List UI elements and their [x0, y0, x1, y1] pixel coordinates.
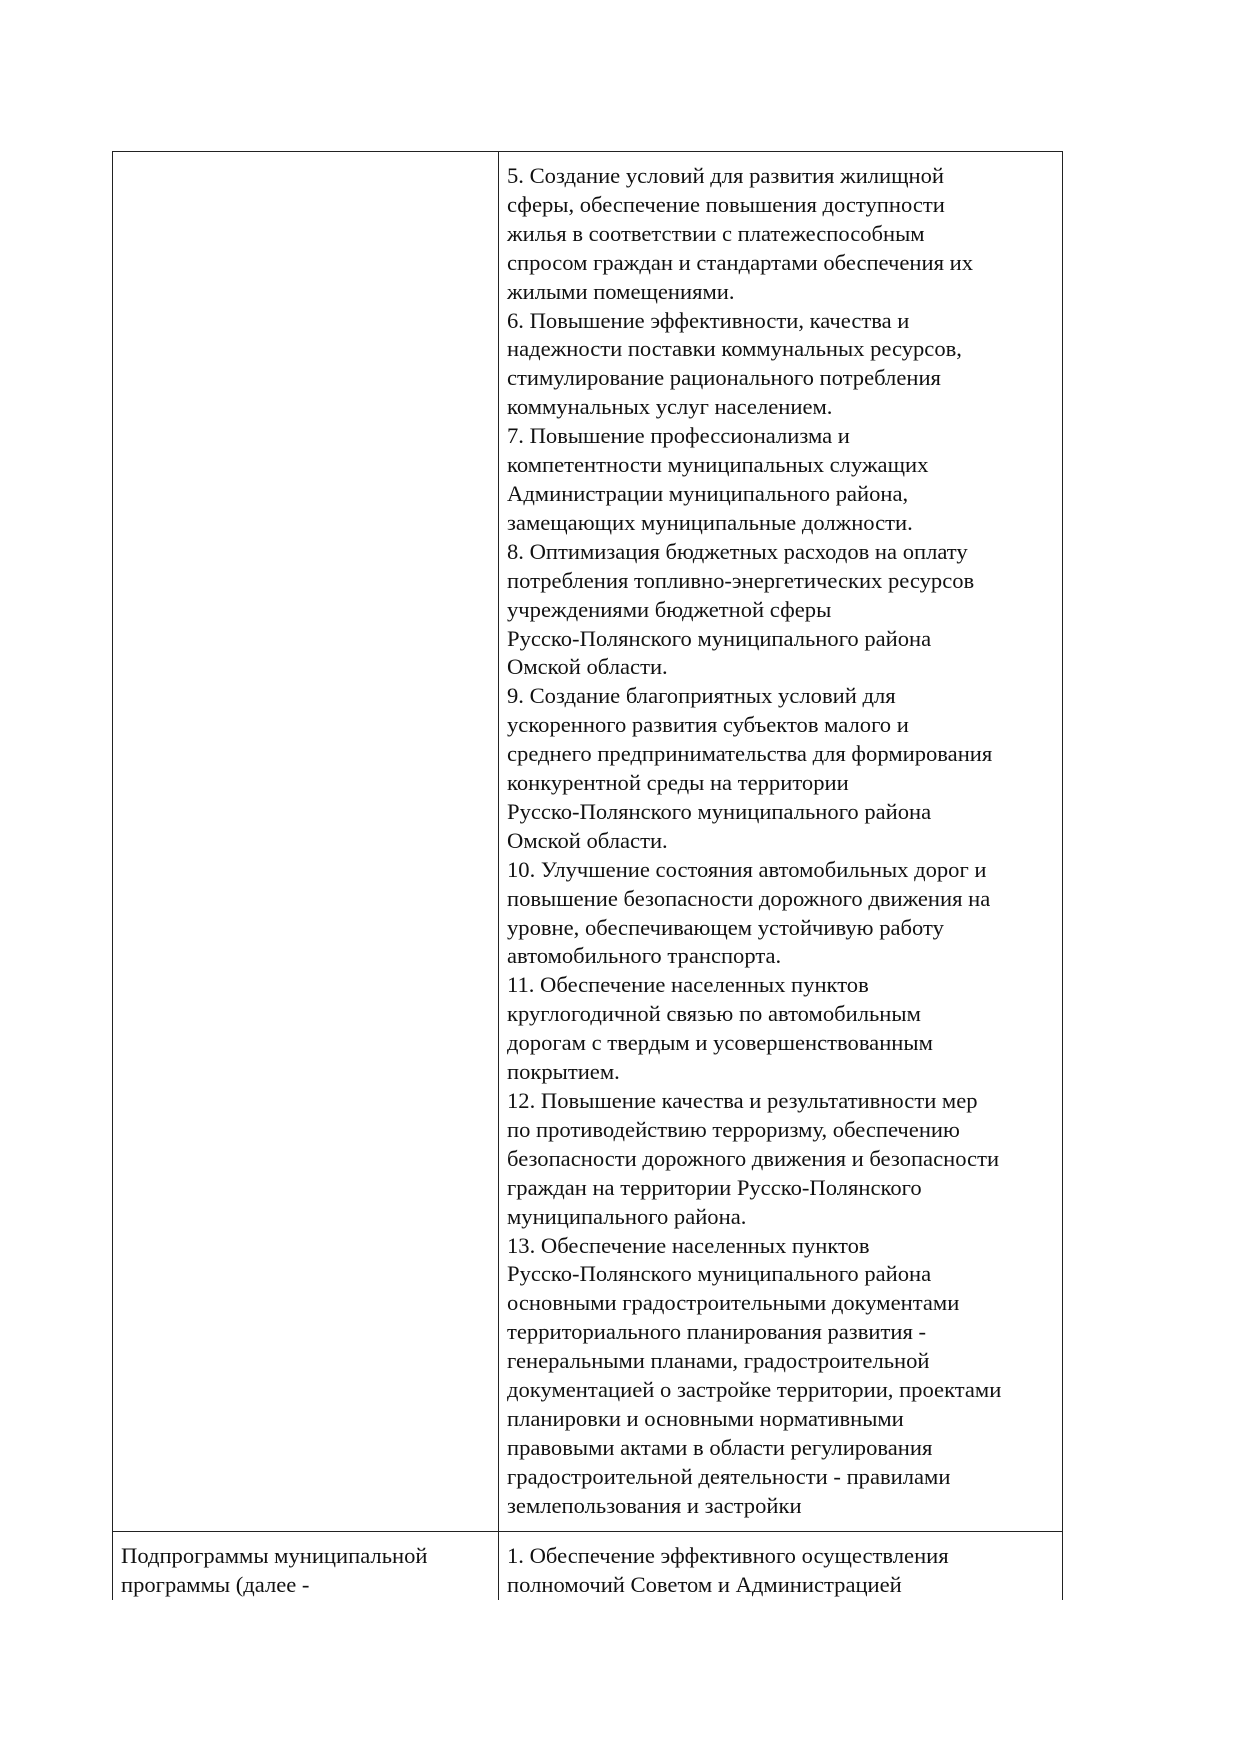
text-line: коммунальных услуг населением.: [507, 394, 833, 420]
text-line: 11. Обеспечение населенных пунктов: [507, 972, 869, 998]
text-line: учреждениями бюджетной сферы: [507, 596, 832, 622]
text-line: ускоренного развития субъектов малого и: [507, 712, 909, 738]
text-line: правовыми актами в области регулирования: [507, 1434, 933, 1460]
text-line: жилыми помещениями.: [507, 278, 735, 304]
text-line: 7. Повышение профессионализма и: [507, 423, 850, 449]
table-row: [113, 1531, 1063, 1600]
text-line: стимулирование рационального потребления: [507, 365, 941, 391]
text-line: документацией о застройке территории, проектами: [507, 1377, 1002, 1403]
text-line: 10. Улучшение состояния автомобильных дорог и: [507, 856, 987, 882]
text-line: круглогодичной связью по автомобильным: [507, 1001, 921, 1027]
text-line: Администрации муниципального района,: [507, 480, 909, 506]
text-line: Русско-Полянского муниципального района: [507, 798, 932, 824]
text-line: уровне, обеспечивающем устойчивую работу: [507, 914, 944, 940]
text-line: Омской области.: [507, 827, 668, 853]
text-line: повышение безопасности дорожного движения на: [507, 885, 991, 911]
text-line: планировки и основными нормативными: [507, 1405, 904, 1431]
row-content-cell: [499, 1531, 1063, 1600]
row-content-cell: [499, 152, 1063, 1532]
row-label-cell: [113, 152, 499, 1532]
program-passport-table: [112, 151, 1063, 1600]
text-line: 13. Обеспечение населенных пунктов: [507, 1232, 870, 1258]
text-line: Русско-Полянского муниципального района: [507, 625, 932, 651]
text-line: компетентности муниципальных служащих: [507, 452, 929, 478]
text-line: градостроительной деятельности - правилами: [507, 1463, 951, 1489]
text-line: Омской области.: [507, 654, 668, 680]
text-line: 6. Повышение эффективности, качества и: [507, 307, 910, 333]
text-line: потребления топливно-энергетических ресурсов: [507, 567, 975, 593]
text-line: 12. Повышение качества и результативности мер: [507, 1088, 978, 1113]
text-line: 5. Создание условий для развития жилищной: [507, 163, 945, 188]
row-label-cell: [113, 1531, 499, 1600]
text-line: автомобильного транспорта.: [507, 943, 782, 969]
text-line: 8. Оптимизация бюджетных расходов на оплату: [507, 538, 968, 564]
text-line: генеральными планами, градостроительной: [507, 1348, 930, 1374]
text-line: граждан на территории Русско-Полянского: [507, 1174, 922, 1200]
text-line: безопасности дорожного движения и безопасности: [507, 1145, 1000, 1171]
text-line: по противодействию терроризму, обеспечению: [507, 1116, 960, 1142]
text-line: территориального планирования развития -: [507, 1319, 927, 1345]
text-line: жилья в соответствии с платежеспособным: [507, 220, 925, 246]
text-line: основными градостроительными документами: [507, 1290, 960, 1316]
text-line: надежности поставки коммунальных ресурсов,: [507, 336, 962, 362]
text-line: спросом граждан и стандартами обеспечения их: [507, 249, 974, 275]
text-line: 9. Создание благоприятных условий для: [507, 683, 896, 709]
text-line: конкурентной среды на территории: [507, 770, 849, 796]
text-line: замещающих муниципальные должности.: [507, 509, 913, 535]
text-line: полномочий Советом и Администрацией: [507, 1571, 902, 1597]
text-line: 1. Обеспечение эффективного осуществления: [507, 1542, 949, 1568]
text-line: среднего предпринимательства для формирования: [507, 741, 993, 767]
table-row: [113, 152, 1063, 1532]
text-line: Русско-Полянского муниципального района: [507, 1261, 932, 1287]
text-line: Подпрограммы муниципальной: [121, 1542, 428, 1568]
text-line: муниципального района.: [507, 1203, 747, 1229]
text-line: сферы, обеспечение повышения доступности: [507, 191, 945, 217]
text-line: покрытием.: [507, 1059, 620, 1085]
text-line: землепользования и застройки: [507, 1492, 802, 1518]
text-line: дорогам с твердым и усовершенствованным: [507, 1030, 933, 1056]
text-line: программы (далее -: [121, 1571, 310, 1597]
